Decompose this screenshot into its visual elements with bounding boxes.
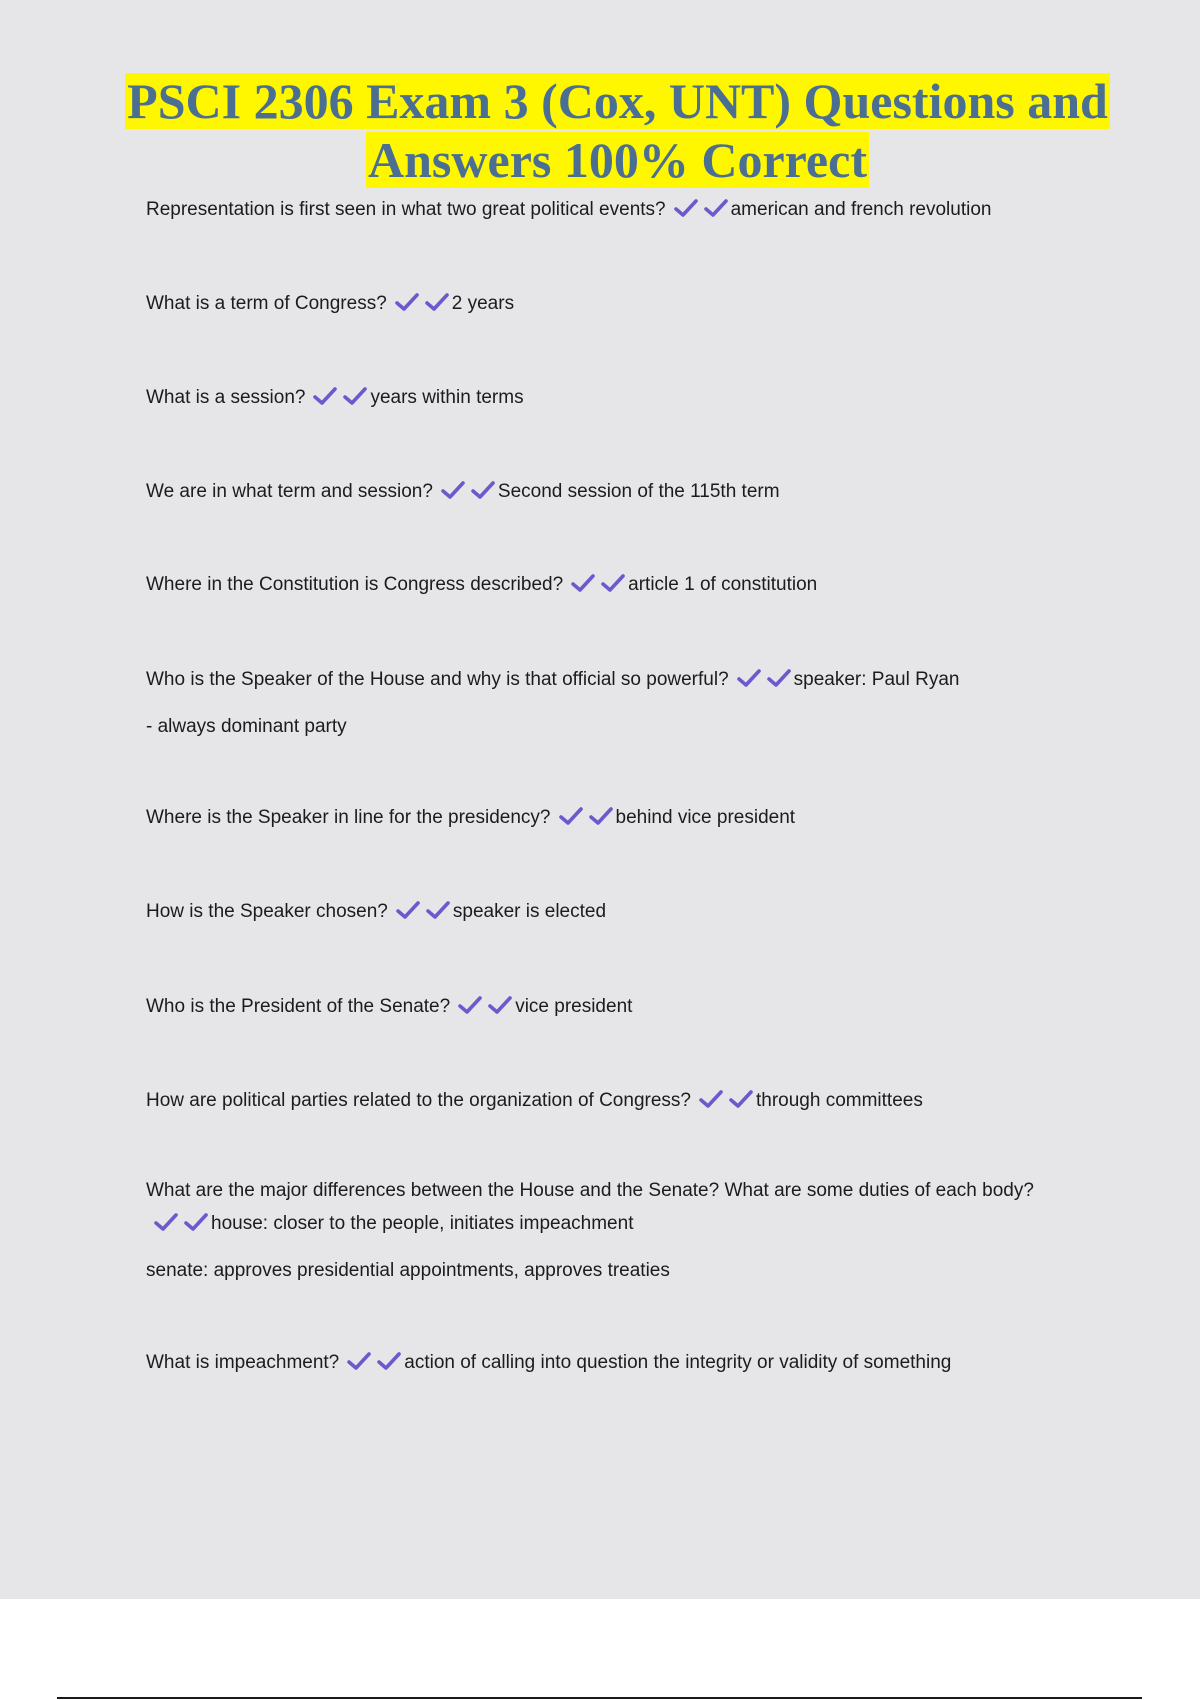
qa-item <box>146 663 1086 743</box>
question-text: How are political parties related to the organization of Congress? <box>146 1090 691 1111</box>
qa-item <box>146 895 1086 931</box>
answer-text: speaker is elected <box>452 901 607 922</box>
check-mark-icon <box>458 995 482 1015</box>
check-mark-icon <box>488 995 512 1015</box>
qa-item <box>146 568 1086 604</box>
answer-text: through committees <box>755 1090 923 1111</box>
check-mark-icon <box>674 198 698 218</box>
check-marks <box>313 384 367 417</box>
question-text: Where in the Constitution is Congress described? <box>146 574 564 595</box>
check-mark-icon <box>589 806 613 826</box>
qa-item <box>146 1346 1086 1382</box>
check-mark-icon <box>347 1351 371 1371</box>
answer-continuation: senate: approves presidential appointments, approves treaties <box>146 1260 670 1281</box>
answer-text: action of calling into question the integrity or validity of something <box>404 1352 952 1373</box>
check-marks <box>571 571 625 604</box>
qa-item <box>146 801 1086 837</box>
check-mark-icon <box>737 668 761 688</box>
check-mark-icon <box>377 1351 401 1371</box>
check-mark-icon <box>729 1089 753 1109</box>
check-mark-icon <box>704 198 728 218</box>
answer-text: house: closer to the people, initiates impeachment <box>211 1213 634 1234</box>
qa-item <box>146 1084 1086 1120</box>
title-highlight: PSCI 2306 Exam 3 (Cox, UNT) Questions and Answers 100% Correct <box>127 73 1108 188</box>
qa-item <box>146 990 1086 1026</box>
check-mark-icon <box>343 386 367 406</box>
question-text: Where is the Speaker in line for the presidency? <box>146 807 551 828</box>
answer-text: years within terms <box>370 387 524 408</box>
qa-item <box>146 381 1086 417</box>
check-marks <box>699 1087 753 1120</box>
answer-continuation: - always dominant party <box>146 716 347 737</box>
check-mark-icon <box>184 1212 208 1232</box>
check-mark-icon <box>396 900 420 920</box>
question-text: Who is the President of the Senate? <box>146 996 451 1017</box>
check-marks <box>347 1349 401 1382</box>
check-mark-icon <box>471 480 495 500</box>
question-text: We are in what term and session? <box>146 481 433 502</box>
check-marks <box>396 898 450 931</box>
check-mark-icon <box>425 292 449 312</box>
check-mark-icon <box>767 668 791 688</box>
qa-item <box>146 475 1086 511</box>
footer-divider <box>57 1697 1142 1699</box>
question-text: What is impeachment? <box>146 1352 340 1373</box>
check-marks <box>395 290 449 323</box>
question-text: Representation is first seen in what two great political events? <box>146 199 666 220</box>
check-mark-icon <box>426 900 450 920</box>
answer-text: Second session of the 115th term <box>497 481 780 502</box>
answer-text: vice president <box>515 996 633 1017</box>
check-mark-icon <box>601 573 625 593</box>
check-marks <box>154 1210 208 1243</box>
question-text: What are the major differences between the House and the Senate? What are some duties of each body? <box>146 1180 1034 1201</box>
qa-item <box>146 287 1086 323</box>
check-mark-icon <box>699 1089 723 1109</box>
check-marks <box>458 993 512 1026</box>
qa-item <box>146 193 1086 229</box>
qa-item <box>146 1174 1086 1287</box>
answer-text: american and french revolution <box>730 199 992 220</box>
check-mark-icon <box>154 1212 178 1232</box>
answer-text: behind vice president <box>615 807 796 828</box>
check-mark-icon <box>313 386 337 406</box>
question-text: Who is the Speaker of the House and why is that official so powerful? <box>146 669 729 690</box>
answer-text: 2 years <box>451 293 515 314</box>
check-mark-icon <box>441 480 465 500</box>
check-marks <box>674 196 728 229</box>
answer-text: article 1 of constitution <box>628 574 818 595</box>
answer-text: speaker: Paul Ryan <box>793 669 960 690</box>
check-mark-icon <box>559 806 583 826</box>
check-marks <box>441 478 495 511</box>
check-marks <box>737 666 791 699</box>
check-mark-icon <box>395 292 419 312</box>
question-text: What is a term of Congress? <box>146 293 387 314</box>
check-mark-icon <box>571 573 595 593</box>
question-text: What is a session? <box>146 387 306 408</box>
question-text: How is the Speaker chosen? <box>146 901 388 922</box>
document-title <box>100 72 1135 190</box>
check-marks <box>559 804 613 837</box>
